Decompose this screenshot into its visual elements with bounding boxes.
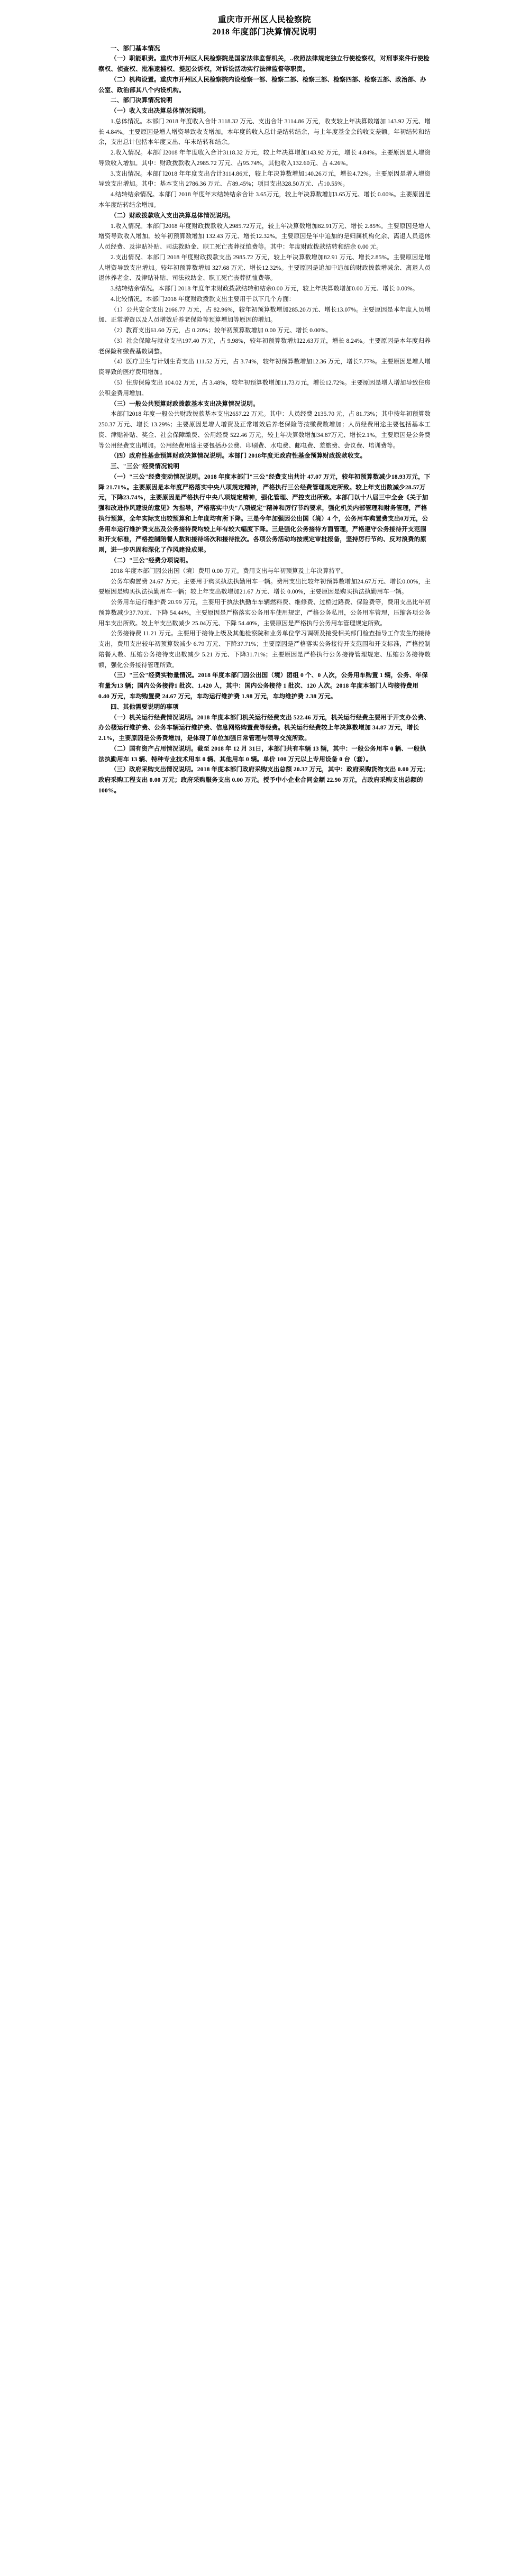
body-paragraph: 3.结转结余情况。本部门 2018 年度年末财政拨款结转和结余0.00 万元，较上年决算数增加0.00 万元、增长 0.00%。 — [111, 286, 419, 293]
section-heading: （二）国有资产占用情况说明。截至 2018 年 12 月 31日，本部门共有车辆 13 辆，其中：一般公务用车 0 辆、一般执法执勤用车 13 辆、特种专业技术用车 0 辆、其他用车 0 辆。单价 100 万元以上专用设备 0 台（套）。 — [98, 745, 426, 763]
body-paragraph: 公务车购置费 24.67 万元。主要用于购买执法执勤用车一辆。费用支出比较年初预算数增加24.67万元、增长0.00%，主要原因是购买执法执勤用车一辆；较上年支出数增加21.67 万元、增长 0.00%，主要原因是购买执法执勤用车一辆。 — [98, 578, 431, 596]
section-heading: 一、部门基本情况 — [111, 45, 160, 52]
section-heading: （三）一般公共预算财政拨款基本支出决算情况说明。 — [111, 400, 259, 407]
section-heading: （一）职能职责。重庆市开州区人民检察院是国家法律监督机关，..依照法律规定独立行使检察权，对刑事案件行使检察权、侦查权、批准逮捕权、提起公诉权，对诉讼活动实行法律监督等职责。 — [98, 56, 430, 73]
body-paragraph: 2.收入情况。本部门2018 年年度收入合计3118.32 万元，较上年决算增加143.92 万元，增长 4.84%。主要原因是人增资导致收入增加。其中：财政拨款收入2985.72 万元、占95.74%，其他收入132.60元、占 4.26%。 — [98, 150, 431, 167]
body-paragraph: 1.收入情况。本部门2018 年度财政拨款收入2985.72万元，较上年决算数增加82.91万元、增长 2.85%。主要原因是增人增资导致收入增加。较年初预算数增加 132.43 万元、增长12.32%。主要原因是年中追加的是归属机构化余、离退人员退休人员经费、及津贴补贴、司法救助金、职工死亡丧葬抚恤费等。其中：年度财政拨款结转和结余 0.00 元。 — [98, 223, 431, 251]
body-paragraph: （5）住房保障支出 104.02 万元，占 3.48%，较年初预算数增加11.73万元，增长12.72%。主要原因是增人增加导致住房公积金费用增加。 — [98, 380, 431, 397]
section-heading: （一）"三公"经费变动情况说明。2018 年度本部门"三公"经费支出共计 47.07 万元，较年初预算数减少18.93万元，下降 21.71%。主要原因是本年度严格落实中央八项规定精神，严格执行三公经费管理规定所致。较上年支出数减少28.57万元，下降23.74%，主要原因是严格执行中央八项规定精神，强化管理、严控支出所致。本部门以十八届三中全会《关于加强和改进作风建设的意见》为指导，严格落实中央"八项规定"精神和厉行节约要求，强化机关内部管理和财务管理，严格执行预算，全年实际支出较预算和上年度均有所下降。三是今年加强因公出国（境）4 个，公务用车购置费支出0万元，公务用车运行维护费支出及公务接待费均较上年有较大幅度下降。三是强化公务接待方面管理，严格遵守公务接待开支范围和开支标准，严格控制陪餐人数和接待场次和接待批次。各项公务活动均按规定审批报备，坚持厉行节约、反对浪费的原则，进一步巩固和深化了作风建设成果。 — [98, 473, 431, 554]
body-paragraph: （2）教育支出61.60 万元，占 0.20%；较年初预算数增加 0.00 万元、增长 0.00%。 — [111, 327, 332, 334]
body-paragraph: （4）医疗卫生与计划生育支出 111.52 万元，占 3.74%，较年初预算数增加12.36 万元，增长7.77%。主要原因是增人增资导致的医疗费用增加。 — [98, 359, 431, 376]
section-heading: 四、其他需要说明的事项 — [111, 704, 179, 710]
body-paragraph: 公务接待费 11.21 万元。主要用于接待上级及其他检察院和业务单位学习调研及接受相关部门检查指导工作发生的接待支出，费用支出较年初预算数减少 6.79 万元、下降37.71%；主要原因是严格落实公务接待开支范围和开支标准，严格控制陪餐人数、压缩公务接待支出数减少 5.21 万元、下降31.71%；主要原因是严格执行公务接待管理规定、压缩公务接待数额，强化公务接待管理所致。 — [98, 631, 431, 669]
section-heading: （三）"三公"经费实物量情况。2018 年度本部门因公出国（境）团组 0 个、0 人次，公务用车购置 1 辆，公务、年保有量为13 辆；国内公务接待1 批次、1.420 人，其中：国内公务接待 1 批次、120 人次。2018 年度本部门人均接待费用 0.40 万元，车均购置费 24.67 万元，车均运行维护费 1.98 万元，车均维护费 2.38 万元。 — [98, 672, 428, 700]
body-paragraph: （1）公共安全支出 2166.77 万元，占 82.96%，较年初预算数增加285.20万元、增长13.07%。主要原因是本年度人员增加、正常增资以及人员增效后养老保险等预算增加等原因的增加。 — [98, 306, 431, 324]
section-heading: （一）机关运行经费情况说明。2018 年度本部门机关运行经费支出 522.46 万元，机关运行经费主要用于开支办公费、办公楼运行维护费、公务车辆运行维护费、信息网络购置费等经费。机关运行经费较上年决算数增加 34.87 万元，增长2.1%，主要原因是公务费增加，是体现了单位加强日常管理与领导交流所致。 — [98, 714, 431, 742]
body-paragraph: 本部门2018 年度一般公共财政拨款基本支出2657.22 万元。其中：人员经费 2135.70 元，占 81.73%；其中按年初预算数 250.37 万元、增长 13.29%；主要原因是增人增资及正常增效后养老保险等按缴费数增加；人员经费用途主要包括基本工资、津贴补贴、奖金、社会保障缴费、公用经费 522.46 万元，较上年决算数增加34.87万元、增长2.1%，主要原因是公务费等公用经费支出增加。公用经费用途主要包括办公费、印刷费、水电费、邮电费、差旅费、会议费、培训费等。 — [98, 411, 431, 449]
body-paragraph: （3）社会保障与就业支出197.40 万元，占 9.98%，较年初预算数增加22.63万元，增长 8.24%。主要原因是本年度归养老保险和缴费基数调整。 — [98, 337, 431, 355]
title-line-1: 重庆市开州区人民检察院 — [217, 15, 311, 24]
section-heading: （四）政府性基金预算财政决算情况说明。本部门 2018年度无政府性基金预算财政拨款收支。 — [111, 453, 367, 460]
body-paragraph: 1.总体情况。本部门 2018 年度收入合计 3118.32 万元、支出合计 3114.86 万元，收支较上年决算数增加 143.92 万元、增长 4.84%。主要原因是增人增资导致收支增加。本年度的收入总计是结转结余，与上年度基金会的收支差额。年初结转和结余，支出总计包括本年度支出、年末结转和结余。 — [98, 118, 431, 146]
document-body — [98, 44, 431, 797]
body-paragraph: 公务用车运行维护费 20.99 万元，主要用于执法执勤车车辆燃料费、维修费、过桥过路费、保险费等，费用支出比年初预算数减少37.70元、下降 54.44%，主要原因是严格落实公务用车使用规定，严格公务私用，公务用车管理，压缩各项公务用车支出所致。较上年支出数减少 25.04万元、下降 54.40%，主要原因是严格执行公务用车管理规定所致。 — [98, 599, 431, 627]
body-paragraph: 2018 年度本部门因公出国（境）费用 0.00 万元。费用支出与年初预算及上年决算持平。 — [111, 568, 348, 574]
section-heading: （二）"三公"经费分项说明。 — [111, 558, 192, 564]
page-title — [98, 14, 431, 39]
body-paragraph: 4.结转结余情况。本部门 2018 年度年末结转结余合计 3.65万元，较上年决算数增加3.65万元、增长 0.00%。主要原因是本年度结转结余增加。 — [98, 191, 431, 208]
body-paragraph: 3.支出情况。本部门2018 年年度支出合计3114.86元，较上年决算数增加140.26万元，增长4.72%。主要原因是增人增资导致支出增加。其中：基本支出 2786.36 万元、占89.45%；项目支出328.50万元、占10.55%。 — [98, 170, 431, 188]
section-heading: （一）收入支出决算总体情况说明。 — [111, 108, 210, 115]
section-heading: 三、"三公"经费情况说明 — [111, 463, 180, 470]
section-heading: 二、部门决算情况说明 — [111, 97, 172, 104]
section-heading: （二）财政拨款收入支出决算总体情况说明。 — [111, 212, 234, 219]
section-heading: （二）机构设置。重庆市开州区人民检察院内设检察一部、检察二部、检察三部、检察四部、检察五部、政治部、办公室、政治部其八个内设机构。 — [98, 76, 426, 94]
body-paragraph: 4.比较情况。本部门2018 年度财政拨款支出主要用于以下几个方面： — [111, 296, 295, 303]
section-heading: （三）政府采购支出情况说明。2018 年度本部门政府采购支出总额 20.37 万元，其中：政府采购货物支出 0.00 万元；政府采购工程支出 0.00 万元；政府采购服务支出 0.00 万元。授予中小企业合同金额 22.90 万元，占政府采购支出总额的100%。 — [98, 766, 429, 794]
body-paragraph: 2.支出情况。本部门 2018 年度财政拨款支出 2985.72 万元，较上年决算数增加82.91 万元、增长2.85%。主要原因是增人增资导致支出增加。较年初预算数增加 327.68 万元、增长12.32%。主要原因是追加中追加的财政拨款增减余、离退人员退休养老金、及津贴补贴、司法救助金、职工死亡丧葬抚恤费等。 — [98, 254, 431, 282]
title-line-2: 2018 年度部门决算情况说明 — [212, 28, 317, 37]
